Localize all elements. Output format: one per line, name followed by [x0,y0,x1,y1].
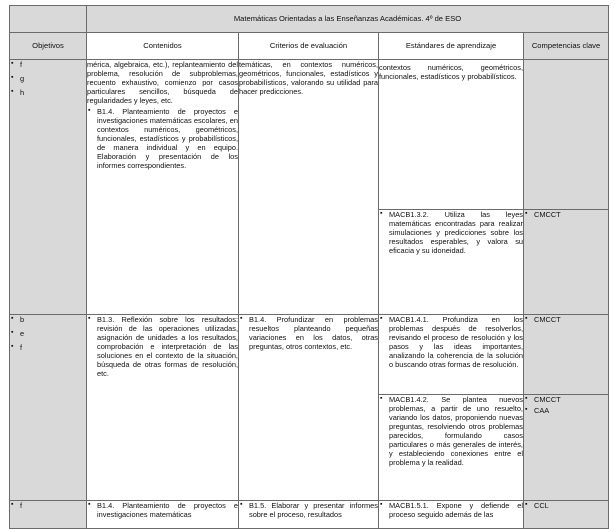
competencia-item: ▪ CMCCT [524,315,608,324]
objetivo-item: ▪ f [10,60,86,69]
objetivo-item: ▪ e [10,329,86,338]
estandar-item: ▪ MACB1.4.1. Profundiza en los problemas después de resolverlos, revisando el proceso de resolución y los pasos y las ideas importantes, analizando la coherencia de la solución o buscando otras formas de resolución. [379,315,523,369]
table-title: Matemáticas Orientadas a las Enseñanzas Académicas. 4º de ESO [87,6,609,33]
objetivo-item: ▪ b [10,315,86,324]
criterio-item: ▪ B1.5. Elaborar y presentar informes sobre el proceso, resultados [239,501,378,519]
competencia-item: ▪ CCL [524,501,608,510]
criterios-cell [239,60,379,315]
contenido-item: ▪ B1.3. Reflexión sobre los resultados: revisión de las operaciones utilizadas, asignación de unidades a los resultados, comprobación e interpretación de las soluciones en el contexto de la situación, búsqueda de otras formas de resolución, etc. [87,315,238,378]
estandar-cell [379,210,524,315]
objetivos-cell [10,315,87,501]
objetivo-item: ▪ f [10,501,86,510]
contenidos-cell [87,60,239,315]
estandar-cell [379,60,524,210]
curriculum-table [9,5,609,529]
table-row [10,60,609,210]
objetivos-cell [10,60,87,315]
column-header-contenidos: Contenidos [87,33,239,60]
competencias-cell [524,210,609,315]
estandar-item: ▪ MACB1.4.2. Se plantea nuevos problemas, a partir de uno resuelto, variando los datos, proponiendo nuevas preguntas, resolviendo otros problemas parecidos, formulando casos particulares o más generales de interés, y estableciendo conexiones entre el problema y la realidad. [379,395,523,467]
criterio-item: ▪ B1.4. Profundizar en problemas resueltos planteando pequeñas variaciones en los datos, otras preguntas, otros contextos, etc. [239,315,378,351]
header-corner [10,6,87,33]
column-header-estandares: Estándares de aprendizaje [379,33,524,60]
estandar-text: contextos numéricos, geométricos, funcionales, estadísticos y probabilísticos. [379,63,523,82]
estandar-item: ▪ MACB1.5.1. Expone y defiende el proceso seguido además de las [379,501,523,519]
contenidos-cell [87,315,239,501]
objetivo-item: ▪ f [10,343,86,352]
competencia-item: ▪ CMCCT [524,210,608,219]
column-header-objetivos: Objetivos [10,33,87,60]
objetivo-item: ▪ g [10,74,86,83]
contenido-item: ▪ B1.4. Planteamiento de proyectos e investigaciones matemáticas [87,501,238,519]
competencias-cell [524,315,609,395]
table-row [10,501,609,529]
contenido-item: ▪ B1.4. Planteamiento de proyectos e investigaciones matemáticas escolares, en contextos numéricos, geométricos, funcionales, estadísticos y probabilísticos, de manera individual y en equipo. Elaboración y presentación de los informes correspondientes. [87,107,238,170]
competencia-item: ▪ CMCCT [524,395,608,404]
criterio-text: temáticas, en contextos numéricos, geométricos, funcionales, estadísticos y probabilísticos, valorando su utilidad para hacer predicciones. [239,60,378,97]
objetivo-item: ▪ h [10,88,86,97]
competencias-cell [524,395,609,501]
estandar-cell [379,315,524,395]
estandar-item: ▪ MACB1.3.2. Utiliza las leyes matemáticas encontradas para realizar simulaciones y predicciones sobre los resultados esperables, y valora su eficacia y su idoneidad. [379,210,523,255]
estandar-cell [379,501,524,529]
column-header-criterios: Criterios de evaluación [239,33,379,60]
criterios-cell [239,501,379,529]
competencias-cell [524,60,609,210]
estandar-cell [379,395,524,501]
objetivos-cell [10,501,87,529]
contenidos-cell [87,501,239,529]
competencia-item: ▪ CAA [524,406,608,415]
competencias-cell [524,501,609,529]
table-row [10,315,609,395]
column-header-competencias: Competencias clave [524,33,609,60]
criterios-cell [239,315,379,501]
contenido-text: mérica, algebraica, etc.), replanteamiento del problema, resolución de subproblemas, recuento exhaustivo, comienzo por casos particulares sencillos, búsqueda de regularidades y leyes, etc. [87,60,238,106]
